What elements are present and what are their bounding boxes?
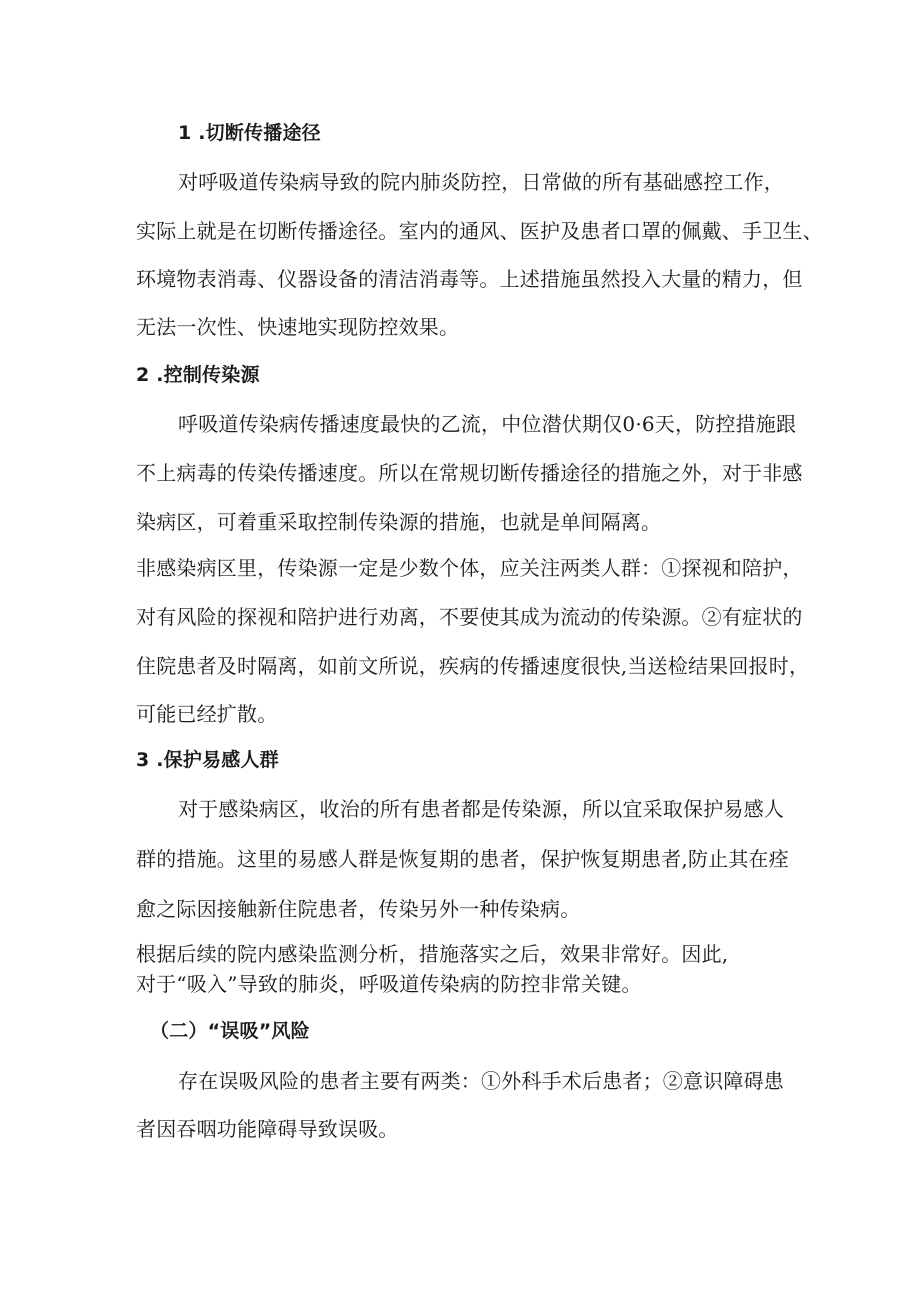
paragraph-line: 住院患者及时隔离，如前文所说，疾病的传播速度很快,当送检结果回报时，	[136, 654, 810, 678]
paragraph-line: 不上病毒的传染传播速度。所以在常规切断传播途径的措施之外，对于非感	[136, 461, 803, 485]
paragraph-line: 对于“吸入”导致的肺炎，呼吸道传染病的防控非常关键。	[136, 972, 642, 996]
paragraph-line: 对于感染病区，收治的所有患者都是传染源，所以宜采取保护易感人	[178, 797, 784, 821]
paragraph-line: 对呼吸道传染病导致的院内肺炎防控，日常做的所有基础感控工作，	[178, 170, 784, 194]
paragraph-line: 对有风险的探视和陪护进行劝离，不要使其成为流动的传染源。②有症状的	[136, 605, 803, 629]
paragraph-line: 染病区，可着重采取控制传染源的措施，也就是单间隔离。	[136, 510, 662, 534]
paragraph-line: 呼吸道传染病传播速度最快的乙流，中位潜伏期仅0·6天，防控措施跟	[178, 412, 797, 436]
paragraph-line: 群的措施。这里的易感人群是恢复期的患者，保护恢复期患者,防止其在痊	[136, 847, 789, 871]
section-heading-aspiration-risk: （二）“误吸”风险	[150, 1020, 310, 1042]
section-heading-2: 2 .控制传染源	[136, 364, 260, 386]
paragraph-line: 实际上就是在切断传播途径。室内的通风、医护及患者口罩的佩戴、手卫生、	[136, 219, 823, 243]
paragraph-line: 环境物表消毒、仪器设备的清洁消毒等。上述措施虽然投入大量的精力，但	[136, 267, 803, 291]
paragraph-line: 者因吞咽功能障碍导致误吸。	[136, 1117, 399, 1141]
paragraph-line: 根据后续的院内感染监测分析，措施落实之后，效果非常好。因此,	[136, 942, 729, 966]
paragraph-line: 无法一次性、快速地实现防控效果。	[136, 315, 460, 339]
paragraph-line: 非感染病区里，传染源一定是少数个体，应关注两类人群：①探视和陪护，	[136, 556, 803, 580]
paragraph-line: 存在误吸风险的患者主要有两类：①外科手术后患者；②意识障碍患	[178, 1069, 784, 1093]
paragraph-line: 愈之际因接触新住院患者，传染另外一种传染病。	[136, 897, 581, 921]
section-heading-1: 1 .切断传播途径	[178, 122, 321, 144]
paragraph-line: 可能已经扩散。	[136, 702, 278, 726]
section-heading-3: 3 .保护易感人群	[136, 749, 279, 771]
